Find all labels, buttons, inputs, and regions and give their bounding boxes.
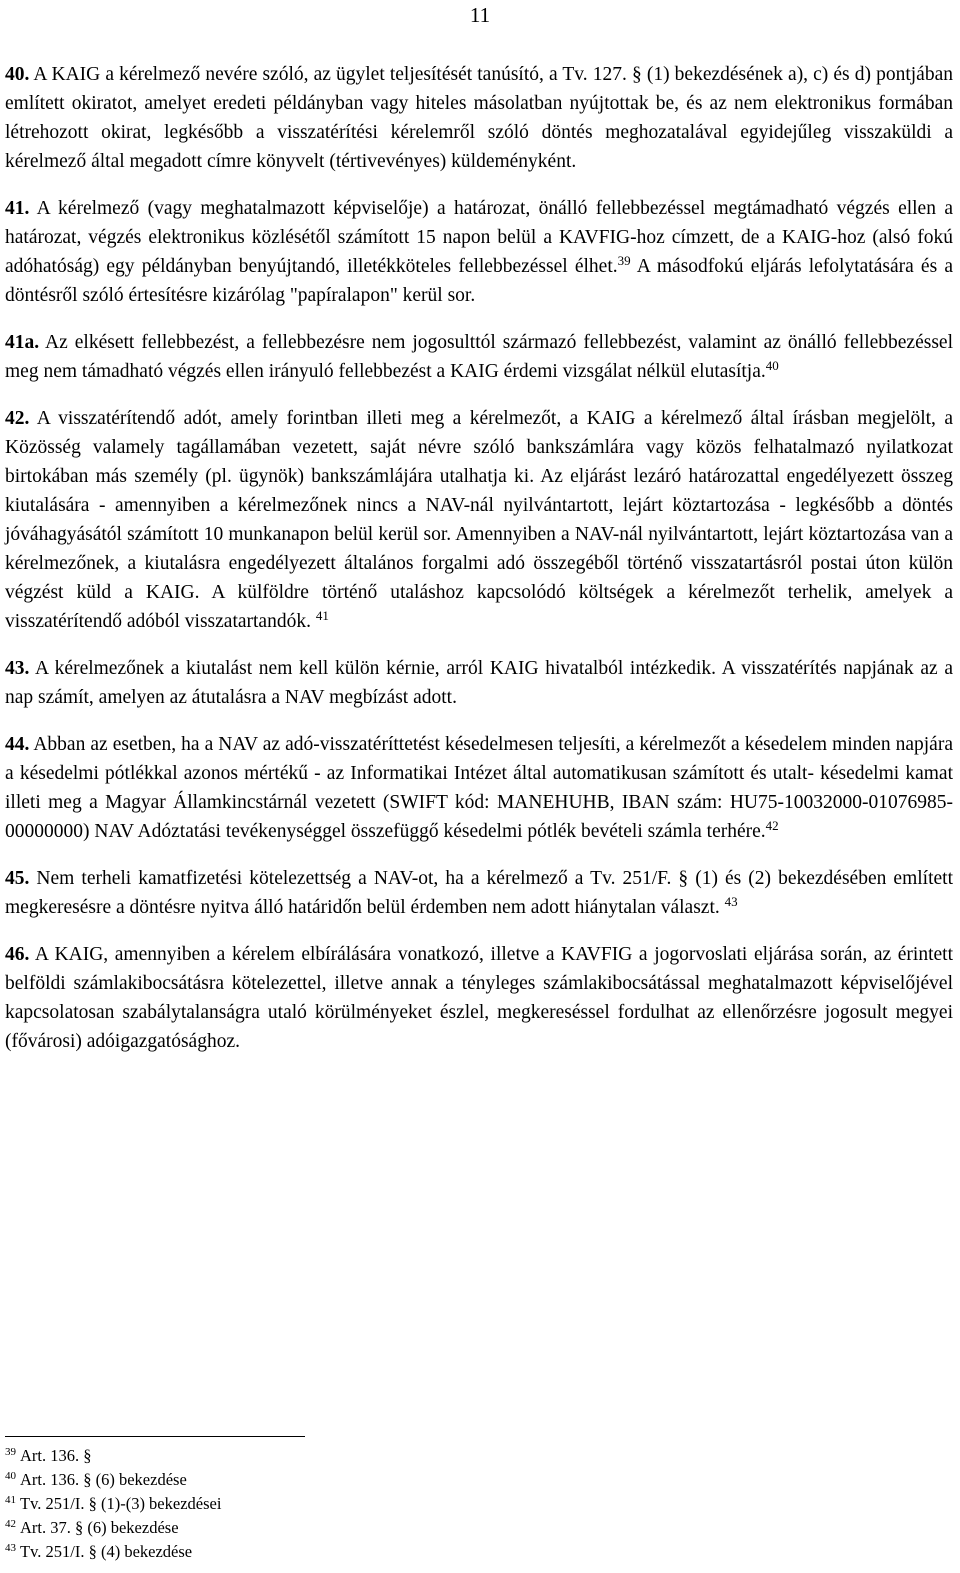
paragraph-text: A kérelmező (vagy meghatalmazott képviselője) a határozat, önálló fellebbezéssel megtámadható végzés ellen a határozat, végzés elektronikus közlésétől számított 15 napon belül a KAVFIG-hoz címzett, de a KAIG-hoz (alsó fokú adóhatóság) egy példányban benyújtandó, illetékköteles fellebbezéssel élhet. — [5, 198, 953, 277]
footnote-text: Art. 136. § (6) bekezdése — [20, 1470, 187, 1489]
page-number: 11 — [469, 3, 491, 27]
paragraph-number: 41a. — [5, 332, 40, 353]
paragraph-text: Nem terheli kamatfizetési kötelezettség a NAV-ot, ha a kérelmező a Tv. 251/F. § (1) és (2) bekezdésében említett megkeresésre a döntésre nyitva álló határidőn belül érdemben nem adott hiánytalan választ. — [5, 868, 953, 918]
footnote-text: Tv. 251/I. § (4) bekezdése — [20, 1542, 193, 1561]
paragraph-41a — [5, 328, 953, 386]
footnote-number: 40 — [5, 1470, 16, 1482]
document-body — [5, 60, 953, 1074]
paragraph-number: 45. — [5, 868, 30, 889]
paragraph-number: 42. — [5, 408, 30, 429]
paragraph-number: 43. — [5, 658, 30, 679]
footnote-separator — [5, 1436, 305, 1437]
paragraph-text: A kérelmezőnek a kiutalást nem kell külön kérnie, arról KAIG hivatalból intézkedik. A visszatérítés napjának az a nap számít, amelyen az átutalásra a NAV megbízást adott. — [5, 658, 953, 708]
footnote-number: 39 — [5, 1446, 16, 1458]
footnote-reference[interactable]: 40 — [765, 358, 779, 373]
footnote-40 — [5, 1468, 953, 1492]
paragraph-number: 40. — [5, 64, 30, 85]
footnote-reference[interactable]: 41 — [315, 608, 329, 623]
paragraph-40 — [5, 60, 953, 176]
footnote-41 — [5, 1492, 953, 1516]
footnote-43 — [5, 1540, 953, 1564]
paragraph-43 — [5, 654, 953, 712]
footnotes — [5, 1444, 953, 1564]
footnote-reference[interactable]: 43 — [724, 894, 738, 909]
footnote-39 — [5, 1444, 953, 1468]
footnote-text: Art. 37. § (6) bekezdése — [20, 1518, 179, 1537]
paragraph-42 — [5, 404, 953, 636]
footnote-text: Art. 136. § — [20, 1446, 92, 1465]
footnote-reference[interactable]: 42 — [765, 818, 779, 833]
paragraph-45 — [5, 864, 953, 922]
paragraph-text: Az elkésett fellebbezést, a fellebbezésre nem jogosulttól származó fellebbezést, valamint az önálló fellebbezéssel meg nem támadható végzés ellen irányuló fellebbezést a KAIG érdemi vizsgálat nélkül elutasítja. — [5, 332, 953, 382]
paragraph-number: 44. — [5, 734, 30, 755]
footnote-42 — [5, 1516, 953, 1540]
paragraph-text-continued: A másodfokú eljárás lefolytatására és a döntésről szóló értesítésre kizárólag "papíralapon" kerül sor. — [5, 256, 953, 306]
footnote-reference[interactable]: 39 — [617, 253, 631, 268]
paragraph-text: A KAIG a kérelmező nevére szóló, az ügylet teljesítését tanúsító, a Tv. 127. § (1) bekezdésének a), c) és d) pontjában említett okiratot, amelyet eredeti példányban vagy hiteles másolatban nyújtottak be, és az nem elektronikus formában létrehozott okirat, legkésőbb a visszatérítési kérelemről szóló döntés meghozatalával egyidejűleg visszaküldi a kérelmező által megadott címre könyvelt (tértivevényes) küldeményként. — [5, 64, 953, 172]
paragraph-text: A KAIG, amennyiben a kérelem elbírálására vonatkozó, illetve a KAVFIG a jogorvoslati eljárása során, az érintett belföldi számlakibocsátásra kötelezettel, illetve annak a tényleges számlakibocsátással meghatalmazott képviselőjével kapcsolatosan szabálytalanságra utaló körülményeket észlel, megkereséssel fordulhat az ellenőrzésre jogosult megyei (fővárosi) adóigazgatósághoz. — [5, 944, 953, 1052]
paragraph-number: 41. — [5, 198, 30, 219]
paragraph-46 — [5, 940, 953, 1056]
footnote-number: 43 — [5, 1542, 16, 1554]
paragraph-41 — [5, 194, 953, 310]
footnote-number: 41 — [5, 1494, 16, 1506]
paragraph-text: A visszatérítendő adót, amely forintban illeti meg a kérelmezőt, a KAIG a kérelmező által írásban megjelölt, a Közösség valamely tagállamában vezetett, saját névre szóló bankszámlára vagy közös felhatalmazó nyilatkozat birtokában más személy (pl. ügynök) bankszámlájára utalhatja ki. Az eljárást lezáró határozattal engedélyezett összeg kiutalására - amennyiben a kérelmezőnek nincs a NAV-nál nyilvántartott, lejárt köztartozása - legkésőbb a döntés jóváhagyásától számított 10 munkanapon belül kerül sor. Amennyiben a NAV-nál nyilvántartott, lejárt köztartozása van a kérelmezőnek, a kiutalásra engedélyezett általános forgalmi adó összegéből történő visszatartásról postai úton külön végzést küld a KAIG. A külföldre történő utaláshoz kapcsolódó költségek a kérelmezőt terhelik, amelyek a visszatérítendő adóból visszatartandók. — [5, 408, 953, 632]
footnote-number: 42 — [5, 1518, 16, 1530]
paragraph-number: 46. — [5, 944, 30, 965]
paragraph-text: Abban az esetben, ha a NAV az adó-visszatéríttetést késedelmesen teljesíti, a kérelmezőt a késedelem minden napjára a késedelmi pótlékkal azonos mértékű - az Informatikai Intézet által automatikusan számított és utalt- késedelmi kamat illeti meg a Magyar Államkincstárnál vezetett (SWIFT kód: MANEHUHB, IBAN szám: HU75-10032000-01076985-00000000) NAV Adóztatási tevékenységgel összefüggő késedelmi pótlék bevételi számla terhére. — [5, 734, 953, 842]
paragraph-44 — [5, 730, 953, 846]
footnote-text: Tv. 251/I. § (1)-(3) bekezdései — [20, 1494, 222, 1513]
